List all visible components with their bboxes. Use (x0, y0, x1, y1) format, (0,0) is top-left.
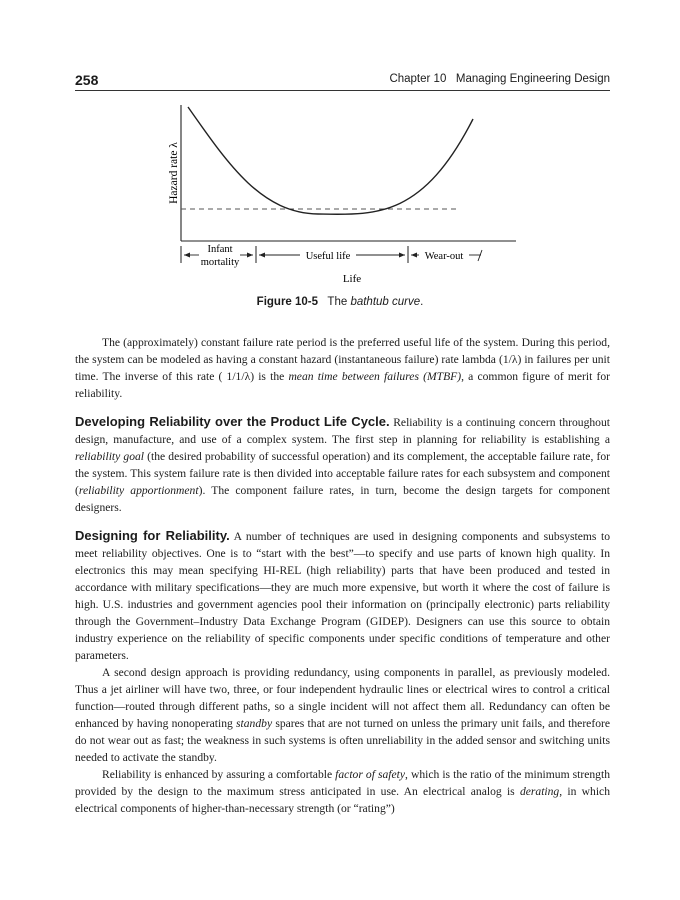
paragraph-emphasis: reliability goal (75, 450, 145, 463)
x-axis-label: Life (342, 273, 362, 285)
paragraph-text: spares that are not turned on unless the primary unit fails, and therefore do not wear out as fast; the weakness in such systems is often unreliability in the added sensor and switching units needed to activate the standby. (75, 717, 610, 764)
arrowhead-left-icon (259, 253, 265, 258)
open-end-mark-icon (478, 250, 482, 261)
region-infant-label: Infant (207, 244, 233, 255)
arrowhead-left-icon (411, 253, 417, 258)
arrowhead-right-icon (399, 253, 405, 258)
paragraph-emphasis: standby (236, 717, 273, 730)
paragraph-emphasis: factor of safety (335, 768, 405, 781)
running-head: Chapter 10 Managing Engineering Design (389, 73, 610, 85)
figure-caption (0, 296, 680, 308)
region-wear-out-label: Wear-out (424, 251, 464, 262)
paragraph-text: A second design approach is providing redundancy, using components in parallel, as previously modeled. Thus a jet airliner will have two, three, or four independent hydraulic lines or electrical wires to control a critical function—routed through different paths, so a single incident will not affect them all. Redundancy can often be enhanced by having nonoperating (75, 666, 610, 730)
paragraph-constant-failure-rate (75, 334, 610, 402)
paragraph-emphasis: reliability apportionment (78, 484, 199, 497)
paragraph-text: The (approximately) constant failure rate period is the preferred useful life of the system. During this period, the system can be modeled as having a constant hazard (instantaneous failure) rate lambda (1/λ) in failures per unit time. The inverse of this rate ( 1/1/λ) is the (75, 336, 610, 383)
paragraph-text: (the desired probability of successful operation) and its complement, the acceptable failure rate, for the system. This system failure rate is then divided into acceptable failure rates for each subsystem and component ( (75, 450, 610, 497)
header-rule (75, 90, 610, 91)
bathtub-curve (188, 107, 473, 214)
bathtub-curve-figure (0, 95, 680, 315)
figure-number: Figure 10-5 (256, 296, 319, 308)
paragraph-text: ). The component failure rates, in turn, become the design targets for component designers. (75, 484, 610, 514)
section-heading: Developing Reliability over the Product Life Cycle. (75, 414, 390, 429)
section-developing-reliability (75, 413, 610, 516)
paragraph-text: , in which electrical components of higher-than-necessary strength (or “rating”) (75, 785, 610, 815)
page-header (75, 70, 610, 90)
paragraph-text: A number of techniques are used in designing components and subsystems to meet reliability objectives. One is to “start with the best”—to specify and use parts of known high quality. In electronics this may mean specifying HI-REL (high reliability) parts that have been produced and tested in accordance with military specifications—they are much more expensive, but worth it where the cost of failure is high. U.S. industries and government agencies pool their information on (principally electronic) parts reliability through the Government–Industry Data Exchange Program (GIDEP). Designers can use this source to obtain industry experience on the reliability of specific components under specific conditions of temperature and other parameters. (75, 530, 610, 662)
section-designing-for-reliability (75, 527, 610, 817)
section-heading: Designing for Reliability. (75, 528, 230, 543)
paragraph-text: Reliability is enhanced by assuring a comfortable (102, 768, 336, 781)
region-mortality-label: mortality (200, 257, 240, 268)
paragraph-emphasis: mean time between failures (MTBF) (288, 370, 462, 383)
arrowhead-right-icon (247, 253, 253, 258)
caption-emphasis: bathtub curve (350, 296, 421, 308)
caption-prefix: The (327, 296, 351, 308)
paragraph-text: Reliability is a continuing concern throughout design, manufacture, and use of a complex system. The first step in planning for reliability is establishing a (75, 416, 610, 446)
paragraph-text: , a common figure of merit for reliability. (75, 370, 611, 400)
paragraph-emphasis: derating (519, 785, 560, 798)
y-axis-label: Hazard rate λ (168, 142, 180, 204)
arrowhead-left-icon (184, 253, 190, 258)
page-number: 258 (75, 72, 99, 88)
bathtub-curve-chart (0, 95, 680, 295)
region-useful-life-label: Useful life (305, 251, 351, 262)
caption-suffix: . (420, 296, 424, 308)
paragraph-text: , which is the ratio of the minimum strength provided by the design to the maximum stress anticipated in use. An electrical analog is (75, 768, 610, 798)
